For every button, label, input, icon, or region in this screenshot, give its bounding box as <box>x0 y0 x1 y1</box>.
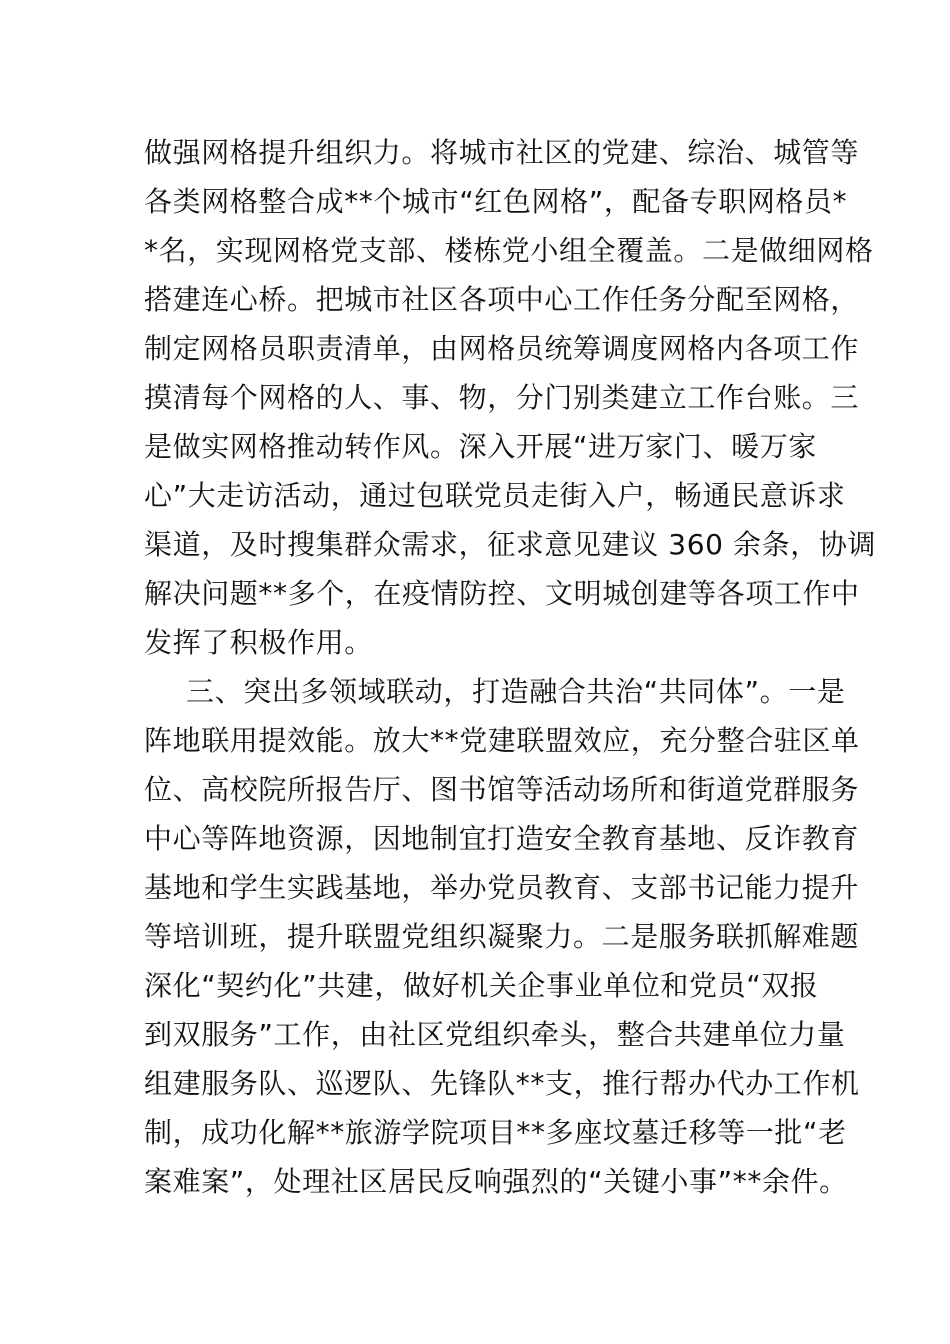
text-line: *名，实现网格党支部、楼栋党小组全覆盖。二是做细网格 <box>144 234 874 267</box>
document-body <box>144 128 877 1206</box>
text-line: 等培训班，提升联盟党组织凝聚力。二是服务联抓解难题 <box>144 920 860 953</box>
text-line: 制，成功化解**旅游学院项目**多座坟墓迁移等一批“老 <box>144 1116 847 1149</box>
text-line: 位、高校院所报告厅、图书馆等活动场所和街道党群服务 <box>144 773 860 806</box>
text-line: 到双服务”工作，由社区党组织牵头，整合共建单位力量 <box>144 1018 846 1051</box>
paragraph-1 <box>144 128 877 667</box>
text-line: 基地和学生实践基地，举办党员教育、支部书记能力提升 <box>144 871 860 904</box>
text-line: 解决问题**多个，在疫情防控、文明城创建等各项工作中 <box>144 577 860 610</box>
text-line: 案难案”，处理社区居民反响强烈的“关键小事”**余件。 <box>144 1165 848 1198</box>
text-line: 阵地联用提效能。放大**党建联盟效应，充分整合驻区单 <box>144 724 860 757</box>
text-line: 摸清每个网格的人、事、物，分门别类建立工作台账。三 <box>144 381 860 414</box>
text-line: 中心等阵地资源，因地制宜打造安全教育基地、反诈教育 <box>144 822 860 855</box>
text-line: 制定网格员职责清单，由网格员统筹调度网格内各项工作 <box>144 332 860 365</box>
text-line: 是做实网格推动转作风。深入开展“进万家门、暖万家 <box>144 430 817 463</box>
text-line: 三、突出多领域联动，打造融合共治“共同体”。一是 <box>186 675 846 708</box>
text-line: 心”大走访活动，通过包联党员走街入户，畅通民意诉求 <box>144 479 846 512</box>
text-line: 组建服务队、巡逻队、先锋队**支，推行帮办代办工作机 <box>144 1067 860 1100</box>
text-line: 渠道，及时搜集群众需求，征求意见建议 360 余条，协调 <box>144 528 877 561</box>
text-line: 发挥了积极作用。 <box>144 626 373 659</box>
text-line: 深化“契约化”共建，做好机关企事业单位和党员“双报 <box>144 969 819 1002</box>
text-line: 搭建连心桥。把城市社区各项中心工作任务分配至网格， <box>144 283 860 316</box>
text-line: 各类网格整合成**个城市“红色网格”，配备专职网格员* <box>144 185 848 218</box>
paragraph-2 <box>144 667 860 1206</box>
text-line: 做强网格提升组织力。将城市社区的党建、综治、城管等 <box>144 136 860 169</box>
